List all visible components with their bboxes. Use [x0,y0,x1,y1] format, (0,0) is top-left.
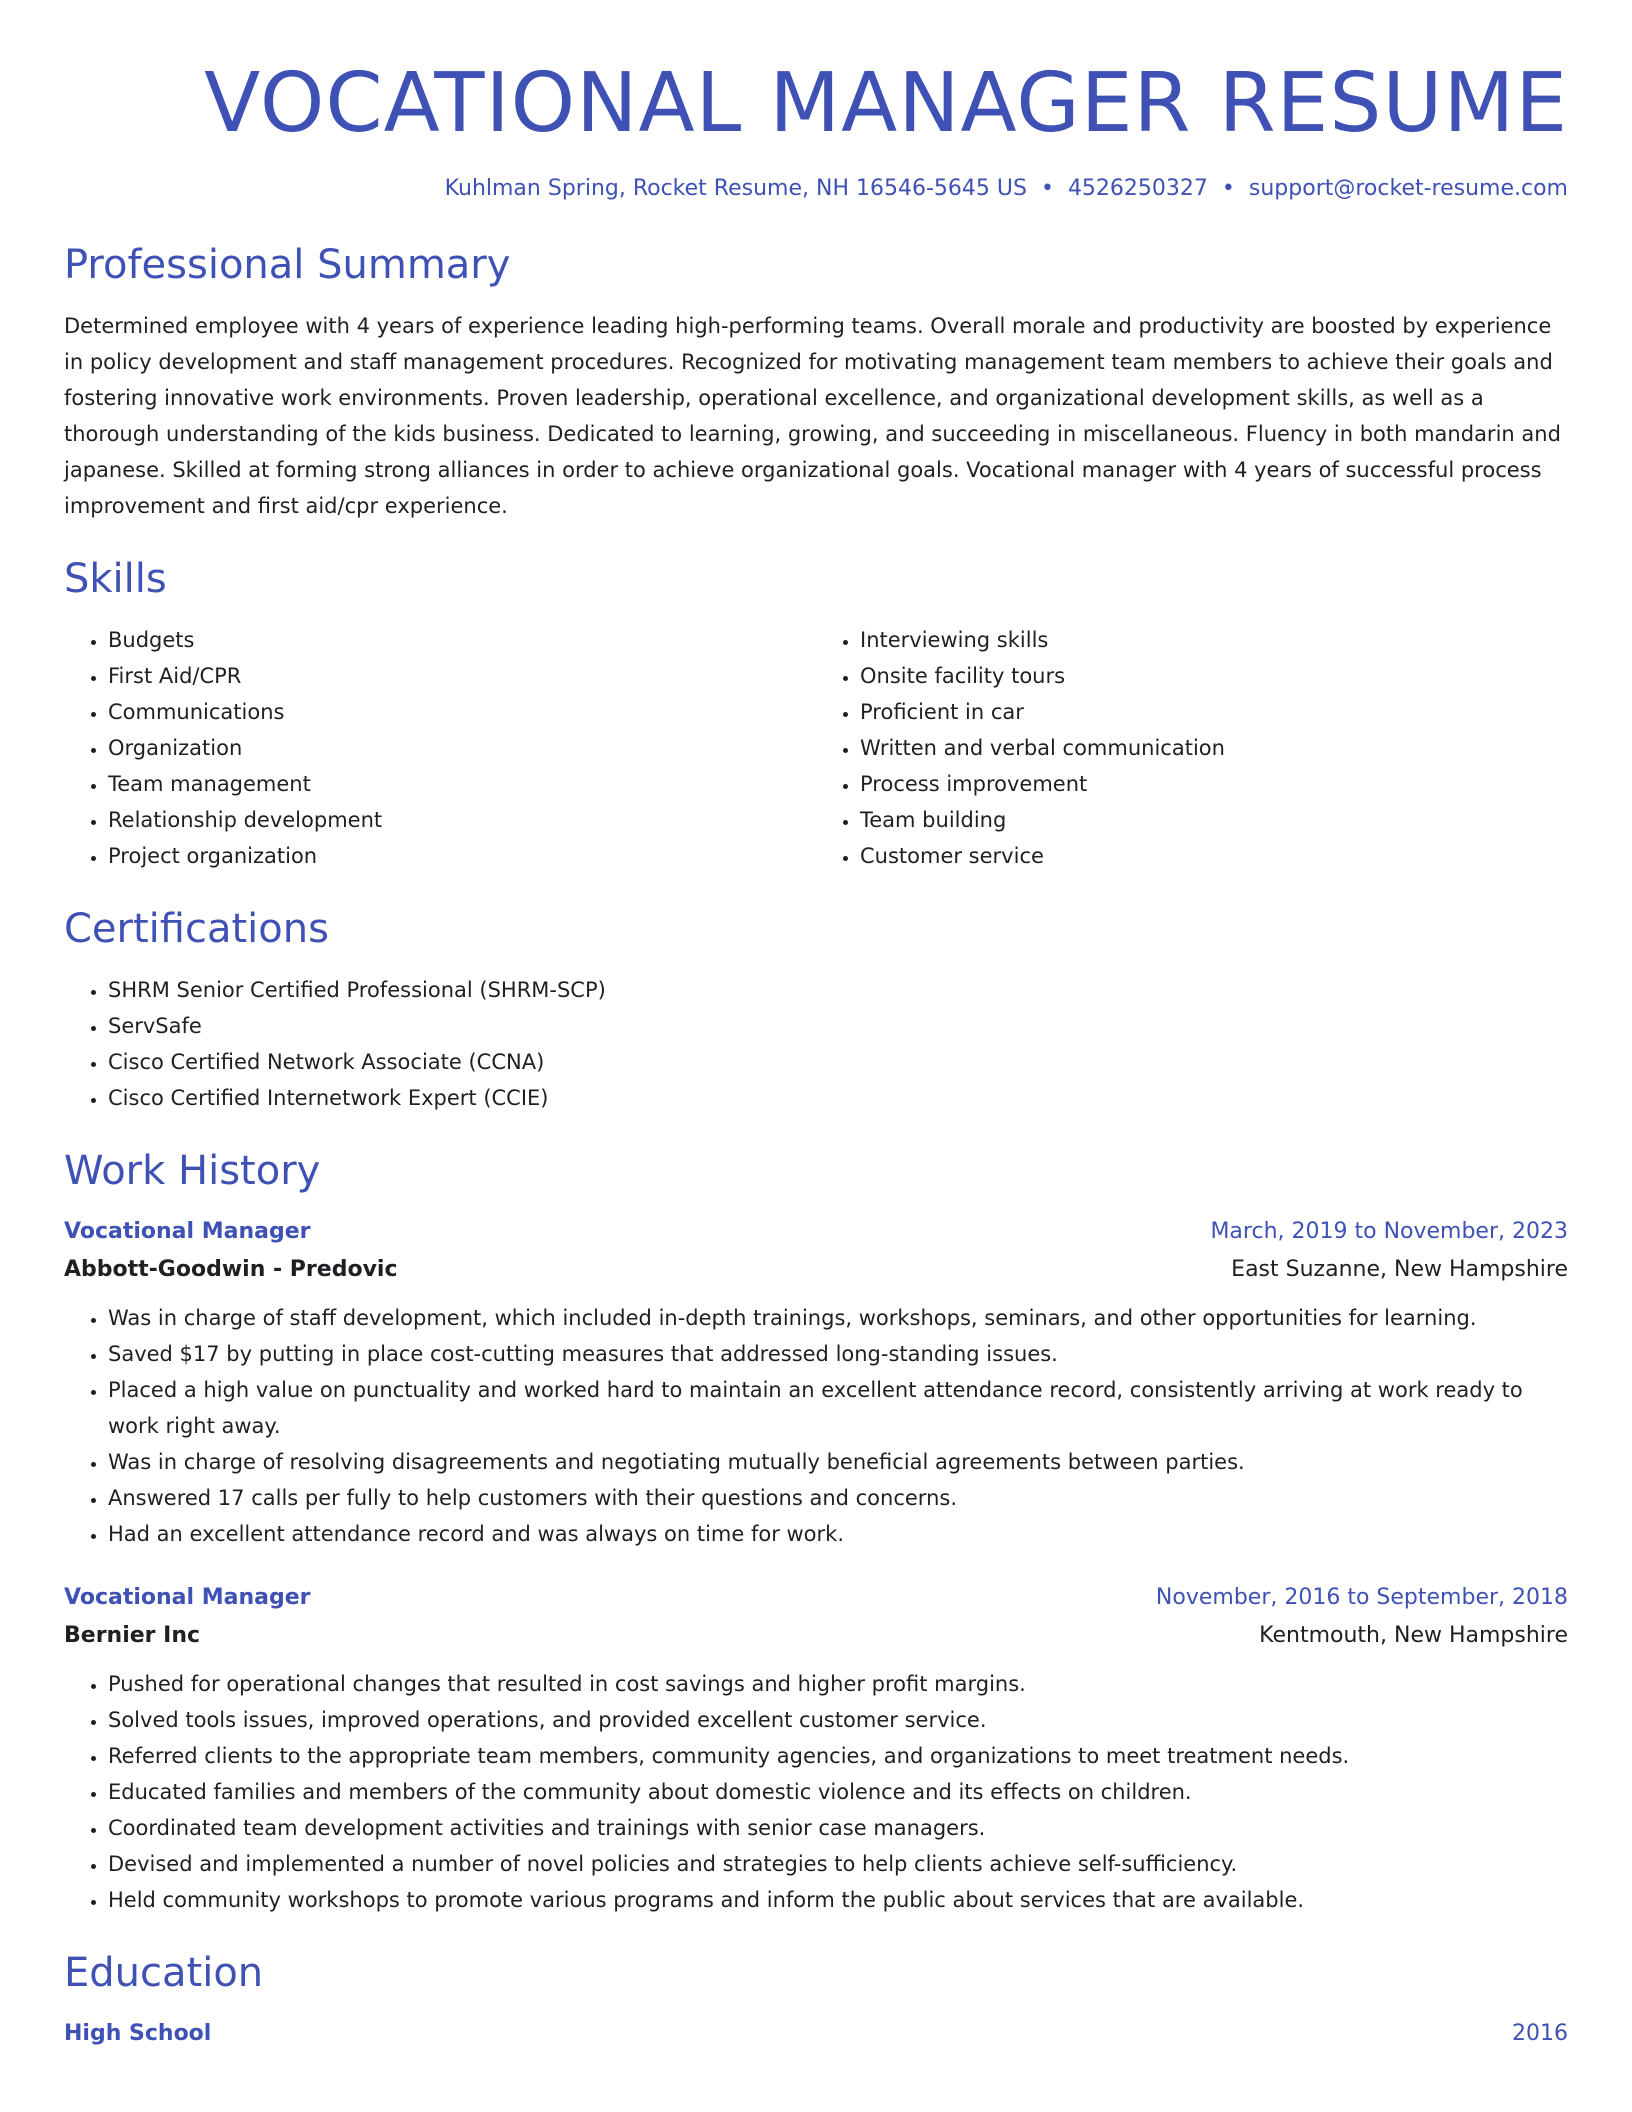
job-duty-item: • Devised and implemented a number of novel policies and strategies to help clients achieve self-sufficiency. [108,1846,1568,1882]
contact-email: support@rocket-resume.com [1248,176,1568,201]
job-duty-item: • Had an excellent attendance record and was always on time for work. [108,1516,1568,1552]
job-company: Bernier Inc [64,1623,201,1648]
skill-item: • Written and verbal communication [860,730,1568,766]
skill-item: • Interviewing skills [860,622,1568,658]
skill-item: • Communications [108,694,816,730]
certification-item: • SHRM Senior Certified Professional (SHRM-SCP) [108,972,1568,1008]
resume-title: VOCATIONAL MANAGER RESUME [204,56,1568,151]
job-dates: November, 2016 to September, 2018 [1155,1585,1568,1610]
skill-item: • Process improvement [860,766,1568,802]
job-duty-item: • Was in charge of staff development, which included in-depth trainings, workshops, seminars, and other opportunities for learning. [108,1300,1568,1336]
contact-separator: • [1040,176,1054,201]
skill-item: • Customer service [860,838,1568,874]
job-duty-item: • Held community workshops to promote various programs and inform the public about services that are available. [108,1882,1568,1918]
certifications-list [64,972,1568,1116]
job-duty-item: • Saved $17 by putting in place cost-cutting measures that addressed long-standing issues. [108,1336,1568,1372]
job-location: East Suzanne, New Hampshire [1231,1257,1568,1282]
job-duty-item: • Solved tools issues, improved operations, and provided excellent customer service. [108,1702,1568,1738]
skill-item: • Relationship development [108,802,816,838]
skills-list-right [816,622,1568,874]
job-duty-item: • Referred clients to the appropriate team members, community agencies, and organizations to meet treatment needs. [108,1738,1568,1774]
skill-item: • Project organization [108,838,816,874]
education-row [64,2016,1568,2052]
job-company-row [64,1616,1568,1656]
skill-item: • Organization [108,730,816,766]
job-duty-item: • Pushed for operational changes that resulted in cost savings and higher profit margins. [108,1666,1568,1702]
contact-phone: 4526250327 [1067,176,1208,201]
job-entry [64,1580,1568,1918]
job-location: Kentmouth, New Hampshire [1259,1623,1568,1648]
job-duty-item: • Answered 17 calls per fully to help customers with their questions and concerns. [108,1480,1568,1516]
job-title: Vocational Manager [64,1585,311,1610]
job-duty-item: • Coordinated team development activities and trainings with senior case managers. [108,1810,1568,1846]
job-header-row [64,1214,1568,1250]
job-entry [64,1214,1568,1552]
skill-item: • Onsite facility tours [860,658,1568,694]
education-degree: High School [64,2021,212,2046]
skills-grid [64,622,1568,874]
summary-text: Determined employee with 4 years of experience leading high-performing teams. Overall morale and productivity are boosted by experience in policy development and staff management procedures. Recognized for motivating management team members to achieve their goals and fostering innovative work environments. Proven leadership, operational excellence, and organizational development skills, as well as a thorough understanding of the kids business. Dedicated to learning, growing, and succeeding in miscellaneous. Fluency in both mandarin and japanese. Skilled at forming strong alliances in order to achieve organizational goals. Vocational manager with 4 years of successful process improvement and first aid/cpr experience. [64,314,1561,518]
job-company: Abbott-Goodwin - Predovic [64,1257,398,1282]
job-duties-list [64,1300,1568,1552]
job-duty-item: • Educated families and members of the community about domestic violence and its effects on children. [108,1774,1568,1810]
skill-item: • Proficient in car [860,694,1568,730]
contact-separator: • [1221,176,1235,201]
skill-item: • Team management [108,766,816,802]
certification-item: • ServSafe [108,1008,1568,1044]
job-title: Vocational Manager [64,1219,311,1244]
job-duty-item: • Was in charge of resolving disagreements and negotiating mutually beneficial agreements between parties. [108,1444,1568,1480]
contact-address: Kuhlman Spring, Rocket Resume, NH 16546-5645 US [444,176,1027,201]
job-duty-item: • Placed a high value on punctuality and worked hard to maintain an excellent attendance record, consistently arriving at work ready to work right away. [108,1372,1568,1444]
certification-item: • Cisco Certified Internetwork Expert (CCIE) [108,1080,1568,1116]
contact-line [64,174,1568,204]
job-header-row [64,1580,1568,1616]
skills-list-left [64,622,816,874]
education-entry [64,2016,1568,2052]
job-dates: March, 2019 to November, 2023 [1210,1219,1568,1244]
job-duties-list [64,1666,1568,1918]
certifications-heading: Certifications [64,906,329,952]
education-heading: Education [64,1950,264,1996]
skill-item: • Budgets [108,622,816,658]
skills-heading: Skills [64,556,167,602]
skill-item: • Team building [860,802,1568,838]
certification-item: • Cisco Certified Network Associate (CCNA) [108,1044,1568,1080]
education-year: 2016 [1512,2021,1568,2046]
work-history-heading: Work History [64,1148,321,1194]
job-company-row [64,1250,1568,1290]
skill-item: • First Aid/CPR [108,658,816,694]
summary-heading: Professional Summary [64,242,511,288]
